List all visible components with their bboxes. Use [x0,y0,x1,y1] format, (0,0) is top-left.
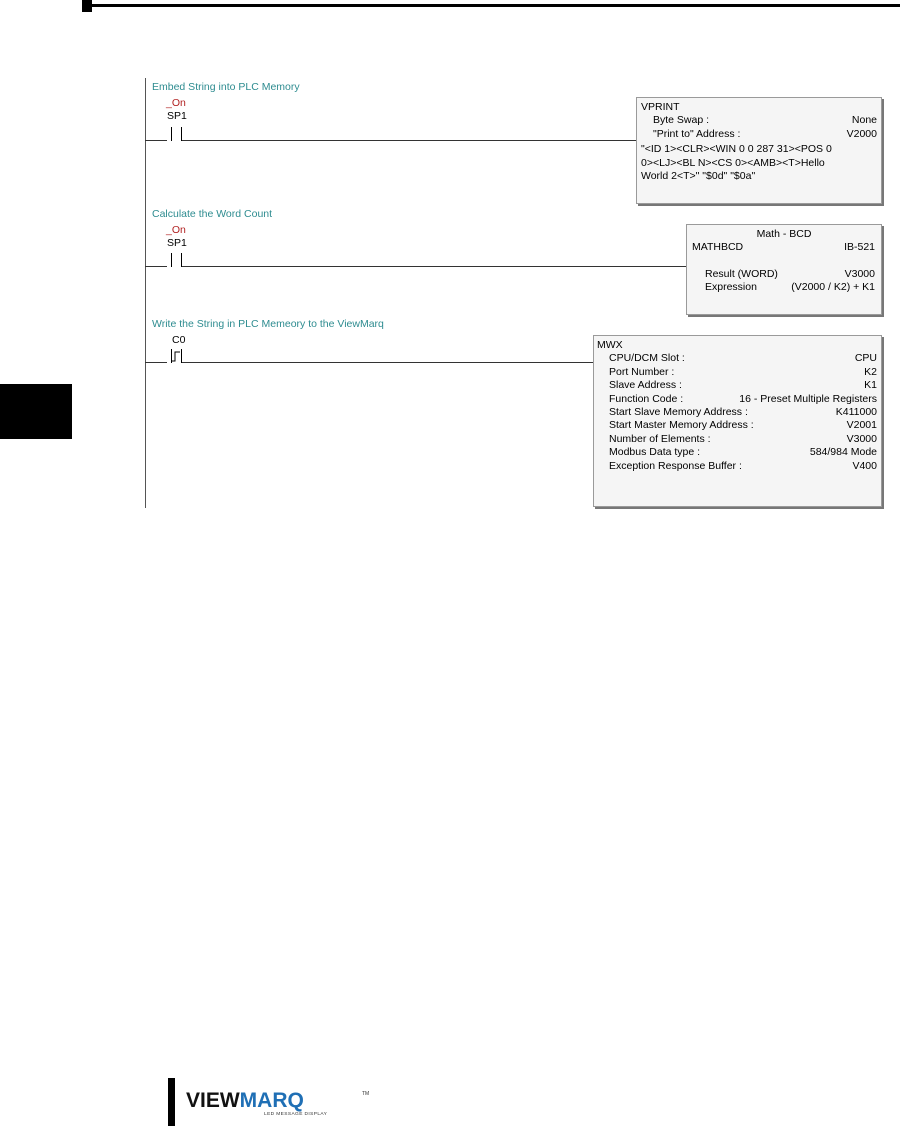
param-row [597,406,877,419]
param-value: V2000 [846,127,877,140]
param-row [597,446,877,459]
normally-open-contact[interactable] [165,253,189,267]
logo-tagline: LED MESSAGE DISPLAY [264,1112,328,1117]
header-tab-marker [82,0,92,12]
param-row [641,128,877,141]
param-row [597,352,877,365]
mathbcd-instruction-box[interactable] [686,224,882,315]
header-rule [82,4,900,7]
rung-wire [145,266,167,267]
param-label: Byte Swap : [653,114,710,127]
contact-address: SP1 [167,237,187,249]
rung-wire [182,362,593,363]
instruction-title: Math - BCD [756,228,812,240]
logo-wordmark: VIEWMARQ [186,1089,304,1112]
logo-trademark: TM [362,1091,370,1097]
param-label: Number of Elements : [609,432,711,445]
param-label: "Print to" Address : [653,127,741,140]
print-string-line: 0><LJ><BL N><CS 0><AMB><T>Hello [641,156,825,169]
vprint-instruction-box[interactable] [636,97,882,204]
viewmarq-logo [168,1078,408,1126]
param-label: Modbus Data type : [609,446,701,459]
param-row [597,419,877,432]
print-string-line: "<ID 1><CLR><WIN 0 0 287 31><POS 0 [641,143,832,156]
contact-nickname: _On [166,97,186,109]
param-label: Expression [705,281,757,294]
param-row [597,460,877,473]
left-power-rail [145,78,146,508]
param-label: Function Code : [609,392,684,405]
param-label: Slave Address : [609,379,682,392]
param-value: 16 - Preset Multiple Registers [739,392,877,405]
contact-nickname: _On [166,224,186,236]
param-row [597,393,877,406]
param-label: Exception Response Buffer : [609,459,742,472]
param-label: CPU/DCM Slot : [609,352,685,365]
contact-address: SP1 [167,110,187,122]
positive-edge-contact[interactable] [165,349,189,363]
param-value: CPU [854,352,877,365]
param-label: Port Number : [609,365,675,378]
rung-comment: Embed String into PLC Memory [152,81,300,93]
param-row [597,433,877,446]
param-row [597,379,877,392]
mwx-instruction-box[interactable] [593,335,882,507]
param-value: V3000 [846,432,877,445]
rung-wire [182,140,636,141]
param-row [693,281,875,294]
instruction-id: IB-521 [844,241,875,254]
rung-comment: Write the String in PLC Memeory to the ViewMarq [152,318,384,330]
logo-bar [168,1078,175,1126]
param-row [641,114,877,127]
param-value: 584/984 Mode [809,446,877,459]
rung-comment: Calculate the Word Count [152,208,273,220]
param-value: K2 [864,365,877,378]
param-value: V3000 [844,267,875,280]
contact-address: C0 [172,334,186,346]
normally-open-contact[interactable] [165,127,189,141]
rung-wire [182,266,686,267]
param-row [693,268,875,281]
param-label: Start Master Memory Address : [609,419,754,432]
chapter-tab [0,384,72,439]
print-string-line: World 2<T>" "$0d" "$0a" [641,170,756,183]
param-row [597,366,877,379]
param-value: None [851,114,877,127]
param-value: V2001 [846,419,877,432]
param-value: V400 [852,459,877,472]
rung-wire [145,362,167,363]
param-value: K1 [864,379,877,392]
instruction-title: VPRINT [641,101,680,113]
rung-wire [145,140,167,141]
param-value: (V2000 / K2) + K1 [791,281,875,294]
param-label: Start Slave Memory Address : [609,406,748,419]
param-label: Result (WORD) [705,267,778,280]
param-value: K411000 [835,406,877,419]
instruction-title: MWX [597,339,623,351]
instruction-name: MATHBCD [692,241,744,254]
